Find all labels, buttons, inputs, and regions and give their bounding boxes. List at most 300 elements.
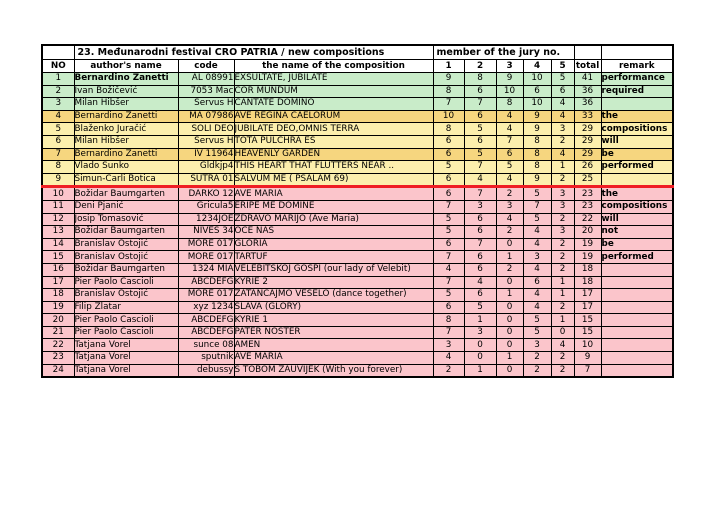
cell-scores-2: 3	[496, 200, 523, 213]
cell-scores-0: 4	[433, 352, 464, 365]
cell-total: 19	[574, 251, 601, 264]
cell-composition: ERIPE ME DOMINE	[234, 200, 433, 213]
cell-scores-2: 1	[496, 352, 523, 365]
cell-code: Servus H	[178, 98, 234, 111]
cell-total: 20	[574, 226, 601, 239]
cell-composition: EXSULTATE, JUBILATE	[234, 73, 433, 86]
cell-total: 9	[574, 352, 601, 365]
cell-scores-3: 5	[523, 187, 551, 201]
cell-total: 17	[574, 301, 601, 314]
table-row	[42, 187, 673, 201]
cell-total: 15	[574, 314, 601, 327]
cell-author: Šimun-Čarli Botica	[74, 173, 178, 187]
cell-remark	[601, 339, 673, 352]
cell-scores-2: 0	[496, 276, 523, 289]
table-row	[42, 289, 673, 302]
cell-scores-3: 3	[523, 251, 551, 264]
cell-scores-3: 8	[523, 161, 551, 174]
cell-code: 1324 MIA	[178, 263, 234, 276]
cell-no: 10	[42, 187, 74, 201]
cell-author: Tatjana Vorel	[74, 352, 178, 365]
table-row	[42, 352, 673, 365]
cell-author: Božidar Baumgarten	[74, 263, 178, 276]
cell-remark: be	[601, 238, 673, 251]
table-row	[42, 339, 673, 352]
cell-composition: AVE REGINA CAELORUM	[234, 110, 433, 123]
cell-scores-0: 6	[433, 238, 464, 251]
festival-score-table	[41, 44, 674, 378]
cell-remark	[601, 98, 673, 111]
cell-code: ABCDEFG	[178, 314, 234, 327]
cell-author: Pier Paolo Cascioli	[74, 326, 178, 339]
cell-scores-3: 9	[523, 123, 551, 136]
cell-scores-4: 4	[551, 148, 574, 161]
cell-no: 18	[42, 289, 74, 302]
cell-author: Ivan Božičević	[74, 85, 178, 98]
cell-author: Deni Pjanić	[74, 200, 178, 213]
cell-composition: VELEBITSKOJ GOSPI (our lady of Velebit)	[234, 263, 433, 276]
cell-scores-4: 6	[551, 85, 574, 98]
cell-total: 29	[574, 148, 601, 161]
cell-scores-2: 10	[496, 85, 523, 98]
cell-scores-4: 2	[551, 251, 574, 264]
cell-scores-1: 7	[464, 187, 496, 201]
cell-scores-0: 5	[433, 213, 464, 226]
column-header-total: total	[575, 60, 600, 71]
cell-total: 18	[574, 263, 601, 276]
cell-scores-1: 8	[464, 73, 496, 86]
cell-no: 2	[42, 85, 74, 98]
cell-author: Milan Hibšer	[74, 98, 178, 111]
cell-no: 24	[42, 364, 74, 377]
cell-author: Tatjana Vorel	[74, 364, 178, 377]
cell-author: Milan Hibšer	[74, 135, 178, 148]
cell-remark	[601, 364, 673, 377]
cell-author: Bernardino Zanetti	[74, 148, 178, 161]
jury-group-header: member of the jury no.	[433, 45, 574, 60]
cell-scores-3: 2	[523, 364, 551, 377]
cell-total: 23	[574, 200, 601, 213]
cell-scores-3: 4	[523, 301, 551, 314]
table-row	[42, 251, 673, 264]
cell-no: 8	[42, 161, 74, 174]
cell-scores-3: 8	[523, 135, 551, 148]
cell-scores-2: 4	[496, 213, 523, 226]
cell-scores-0: 7	[433, 98, 464, 111]
table-row	[42, 301, 673, 314]
cell-scores-2: 8	[496, 98, 523, 111]
cell-total: 41	[574, 73, 601, 86]
cell-composition: ZDRAVO MARIJO (Ave Maria)	[234, 213, 433, 226]
cell-scores-4: 1	[551, 314, 574, 327]
cell-scores-1: 1	[464, 314, 496, 327]
cell-author: Josip Tomasović	[74, 213, 178, 226]
cell-code: MORE 017	[178, 251, 234, 264]
table-row	[42, 85, 673, 98]
cell-code: MORE 017	[178, 238, 234, 251]
cell-scores-2: 4	[496, 173, 523, 187]
cell-scores-1: 6	[464, 135, 496, 148]
cell-scores-1: 6	[464, 263, 496, 276]
cell-composition: CANTATE DOMINO	[234, 98, 433, 111]
cell-scores-4: 1	[551, 276, 574, 289]
column-header-composition: the name of the composition	[234, 60, 433, 73]
cell-author: Pier Paolo Cascioli	[74, 314, 178, 327]
festival-title: 23. Međunarodni festival CRO PATRIA / new compositions	[74, 45, 433, 60]
cell-author: Filip Zlatar	[74, 301, 178, 314]
cell-scores-1: 7	[464, 161, 496, 174]
empty-header-above-total	[574, 45, 601, 60]
cell-scores-4: 2	[551, 173, 574, 187]
cell-scores-0: 7	[433, 276, 464, 289]
cell-scores-2: 4	[496, 123, 523, 136]
cell-scores-0: 5	[433, 289, 464, 302]
cell-code: Servus H	[178, 135, 234, 148]
cell-no: 12	[42, 213, 74, 226]
cell-remark	[601, 263, 673, 276]
cell-code: SOLI DEO	[178, 123, 234, 136]
cell-scores-4: 1	[551, 161, 574, 174]
corner-empty-cell	[42, 45, 74, 60]
cell-scores-2: 6	[496, 148, 523, 161]
cell-author: Vlado Sunko	[74, 161, 178, 174]
cell-no: 16	[42, 263, 74, 276]
cell-no: 1	[42, 73, 74, 86]
cell-remark	[601, 314, 673, 327]
cell-scores-2: 9	[496, 73, 523, 86]
cell-composition: AVE MARIA	[234, 352, 433, 365]
table-row	[42, 173, 673, 187]
cell-scores-3: 9	[523, 173, 551, 187]
cell-total: 29	[574, 123, 601, 136]
cell-scores-0: 9	[433, 73, 464, 86]
cell-scores-2: 1	[496, 289, 523, 302]
column-header-no: NO	[42, 60, 74, 73]
cell-author: Tatjana Vorel	[74, 339, 178, 352]
cell-scores-3: 8	[523, 148, 551, 161]
cell-remark: the	[601, 187, 673, 201]
cell-scores-1: 1	[464, 364, 496, 377]
empty-header-above-remark	[601, 45, 673, 60]
table-row	[42, 98, 673, 111]
cell-scores-4: 4	[551, 110, 574, 123]
table-row	[42, 73, 673, 86]
cell-scores-3: 3	[523, 339, 551, 352]
cell-scores-0: 8	[433, 85, 464, 98]
cell-author: Božidar Baumgarten	[74, 187, 178, 201]
cell-remark	[601, 173, 673, 187]
cell-scores-3: 4	[523, 226, 551, 239]
cell-no: 7	[42, 148, 74, 161]
cell-scores-3: 4	[523, 263, 551, 276]
cell-no: 4	[42, 110, 74, 123]
cell-scores-4: 3	[551, 200, 574, 213]
cell-composition: AMEN	[234, 339, 433, 352]
cell-scores-2: 1	[496, 251, 523, 264]
cell-total: 18	[574, 276, 601, 289]
cell-composition: THIS HEART THAT FLUTTERS NEAR ..	[234, 161, 433, 174]
cell-scores-1: 0	[464, 339, 496, 352]
cell-scores-3: 7	[523, 200, 551, 213]
cell-scores-3: 5	[523, 314, 551, 327]
cell-remark	[601, 352, 673, 365]
cell-scores-3: 6	[523, 85, 551, 98]
cell-scores-3: 4	[523, 289, 551, 302]
cell-no: 17	[42, 276, 74, 289]
cell-code: NIVES 34	[178, 226, 234, 239]
table-row	[42, 326, 673, 339]
cell-scores-4: 2	[551, 364, 574, 377]
cell-no: 23	[42, 352, 74, 365]
cell-author: Blaženko Juračić	[74, 123, 178, 136]
cell-scores-3: 9	[523, 110, 551, 123]
cell-scores-3: 6	[523, 276, 551, 289]
cell-scores-4: 2	[551, 352, 574, 365]
cell-composition: SALVUM ME ( PSALAM 69)	[234, 173, 433, 187]
cell-composition: SLAVA (GLORY)	[234, 301, 433, 314]
cell-remark: will	[601, 135, 673, 148]
table-row	[42, 364, 673, 377]
cell-scores-1: 6	[464, 251, 496, 264]
cell-scores-3: 5	[523, 326, 551, 339]
table-row	[42, 200, 673, 213]
cell-code: IV 11964	[178, 148, 234, 161]
cell-scores-0: 7	[433, 251, 464, 264]
cell-scores-4: 3	[551, 187, 574, 201]
cell-scores-0: 4	[433, 263, 464, 276]
cell-no: 11	[42, 200, 74, 213]
cell-scores-0: 3	[433, 339, 464, 352]
cell-no: 22	[42, 339, 74, 352]
cell-author: Pier Paolo Cascioli	[74, 276, 178, 289]
column-header-remark: remark	[601, 60, 673, 73]
cell-code: AL 08991	[178, 73, 234, 86]
cell-total: 26	[574, 161, 601, 174]
cell-scores-4: 5	[551, 73, 574, 86]
column-header-jury-2: 2	[464, 60, 496, 73]
cell-scores-2: 7	[496, 135, 523, 148]
cell-scores-1: 6	[464, 110, 496, 123]
cell-code: SUTRA 01	[178, 173, 234, 187]
cell-total: 29	[574, 135, 601, 148]
cell-scores-0: 7	[433, 200, 464, 213]
cell-scores-1: 4	[464, 173, 496, 187]
column-header-author: author's name	[74, 60, 178, 73]
cell-code: 1234JOE	[178, 213, 234, 226]
cell-remark: compositions	[601, 123, 673, 136]
cell-code: sputnik	[178, 352, 234, 365]
cell-scores-3: 5	[523, 213, 551, 226]
cell-total: 10	[574, 339, 601, 352]
cell-scores-4: 3	[551, 226, 574, 239]
cell-code: MA 07986	[178, 110, 234, 123]
cell-author: Božidar Baumgarten	[74, 226, 178, 239]
cell-composition: COR MUNDUM	[234, 85, 433, 98]
cell-total: 17	[574, 289, 601, 302]
cell-no: 5	[42, 123, 74, 136]
cell-composition: JUBILATE DEO,OMNIS TERRA	[234, 123, 433, 136]
cell-composition: OČE NAŠ	[234, 226, 433, 239]
cell-scores-3: 10	[523, 73, 551, 86]
cell-scores-2: 0	[496, 301, 523, 314]
cell-scores-4: 0	[551, 326, 574, 339]
cell-remark: not	[601, 226, 673, 239]
cell-total: 23	[574, 187, 601, 201]
cell-total: 19	[574, 238, 601, 251]
cell-scores-1: 0	[464, 352, 496, 365]
cell-scores-3: 2	[523, 352, 551, 365]
cell-remark: performed	[601, 251, 673, 264]
cell-scores-0: 7	[433, 326, 464, 339]
cell-author: Branislav Ostojić	[74, 251, 178, 264]
cell-code: xyz 1234	[178, 301, 234, 314]
cell-composition: ZATANCAJMO VESELO (dance together)	[234, 289, 433, 302]
cell-scores-4: 4	[551, 98, 574, 111]
table-row	[42, 135, 673, 148]
cell-no: 21	[42, 326, 74, 339]
cell-author: Bernardino Zanetti	[74, 73, 178, 86]
cell-scores-4: 2	[551, 301, 574, 314]
cell-scores-1: 6	[464, 85, 496, 98]
cell-author: Bernardino Zanetti	[74, 110, 178, 123]
cell-composition: KYRIE 1	[234, 314, 433, 327]
cell-scores-1: 5	[464, 301, 496, 314]
table-row	[42, 226, 673, 239]
table-row	[42, 148, 673, 161]
cell-scores-3: 10	[523, 98, 551, 111]
cell-remark: be	[601, 148, 673, 161]
cell-scores-1: 7	[464, 238, 496, 251]
cell-code: sunce 08	[178, 339, 234, 352]
cell-scores-2: 0	[496, 326, 523, 339]
cell-scores-1: 5	[464, 123, 496, 136]
cell-total: 7	[574, 364, 601, 377]
cell-scores-1: 3	[464, 200, 496, 213]
cell-composition: PATER NOSTER	[234, 326, 433, 339]
cell-scores-0: 8	[433, 123, 464, 136]
cell-composition: S TOBOM ZAUVIJEK (With you forever)	[234, 364, 433, 377]
column-header-code: code	[178, 60, 234, 73]
cell-total: 36	[574, 85, 601, 98]
cell-scores-4: 1	[551, 289, 574, 302]
table-row	[42, 238, 673, 251]
cell-total: 15	[574, 326, 601, 339]
cell-scores-1: 6	[464, 289, 496, 302]
cell-scores-0: 6	[433, 148, 464, 161]
table-header	[42, 45, 673, 73]
column-header-jury-1: 1	[433, 60, 464, 73]
cell-remark: performed	[601, 161, 673, 174]
cell-total: 36	[574, 98, 601, 111]
cell-no: 13	[42, 226, 74, 239]
cell-scores-0: 6	[433, 187, 464, 201]
cell-remark: compositions	[601, 200, 673, 213]
cell-author: Branislav Ostojić	[74, 289, 178, 302]
cell-no: 6	[42, 135, 74, 148]
cell-total: 22	[574, 213, 601, 226]
cell-scores-4: 2	[551, 213, 574, 226]
table-body	[42, 73, 673, 378]
cell-author: Branislav Ostojić	[74, 238, 178, 251]
cell-scores-2: 5	[496, 161, 523, 174]
table-row	[42, 123, 673, 136]
cell-code: DARKO 12	[178, 187, 234, 201]
cell-scores-0: 6	[433, 301, 464, 314]
column-header-jury-3: 3	[496, 60, 523, 73]
cell-total: 33	[574, 110, 601, 123]
cell-remark	[601, 326, 673, 339]
cell-scores-0: 6	[433, 135, 464, 148]
cell-composition: TOTA PULCHRA ES	[234, 135, 433, 148]
cell-scores-0: 10	[433, 110, 464, 123]
table-row	[42, 276, 673, 289]
cell-composition: KYRIE 2	[234, 276, 433, 289]
cell-scores-2: 0	[496, 364, 523, 377]
cell-scores-4: 2	[551, 135, 574, 148]
cell-composition: TARTUF	[234, 251, 433, 264]
cell-no: 3	[42, 98, 74, 111]
column-header-jury-4: 4	[523, 60, 551, 73]
cell-scores-1: 4	[464, 276, 496, 289]
cell-code: Gldkjp4	[178, 161, 234, 174]
cell-scores-2: 2	[496, 187, 523, 201]
cell-scores-1: 6	[464, 213, 496, 226]
cell-scores-0: 5	[433, 161, 464, 174]
cell-remark: performance	[601, 73, 673, 86]
cell-composition: HEAVENLY GARDEN	[234, 148, 433, 161]
cell-composition: GLORIA	[234, 238, 433, 251]
cell-scores-2: 0	[496, 238, 523, 251]
cell-code: 7053 Mac	[178, 85, 234, 98]
cell-scores-4: 3	[551, 123, 574, 136]
cell-code: MORE 017	[178, 289, 234, 302]
table-row	[42, 314, 673, 327]
cell-composition: AVE MARIA	[234, 187, 433, 201]
cell-scores-0: 6	[433, 173, 464, 187]
cell-scores-2: 0	[496, 339, 523, 352]
cell-no: 19	[42, 301, 74, 314]
cell-scores-0: 2	[433, 364, 464, 377]
cell-scores-4: 2	[551, 263, 574, 276]
cell-code: ABCDEFG	[178, 276, 234, 289]
cell-scores-2: 2	[496, 226, 523, 239]
cell-no: 15	[42, 251, 74, 264]
cell-no: 14	[42, 238, 74, 251]
cell-scores-1: 3	[464, 326, 496, 339]
cell-code: Gricula5	[178, 200, 234, 213]
cell-scores-1: 7	[464, 98, 496, 111]
cell-scores-2: 4	[496, 110, 523, 123]
cell-remark	[601, 301, 673, 314]
cell-scores-0: 8	[433, 314, 464, 327]
cell-no: 9	[42, 173, 74, 187]
cell-no: 20	[42, 314, 74, 327]
cell-code: ABCDEFG	[178, 326, 234, 339]
cell-scores-0: 5	[433, 226, 464, 239]
cell-scores-4: 2	[551, 238, 574, 251]
table-row	[42, 263, 673, 276]
cell-scores-2: 2	[496, 263, 523, 276]
cell-remark	[601, 276, 673, 289]
cell-scores-3: 4	[523, 238, 551, 251]
cell-total: 25	[574, 173, 601, 187]
cell-remark: the	[601, 110, 673, 123]
cell-remark: will	[601, 213, 673, 226]
cell-remark	[601, 289, 673, 302]
table-row	[42, 213, 673, 226]
cell-scores-1: 5	[464, 148, 496, 161]
table-row	[42, 110, 673, 123]
